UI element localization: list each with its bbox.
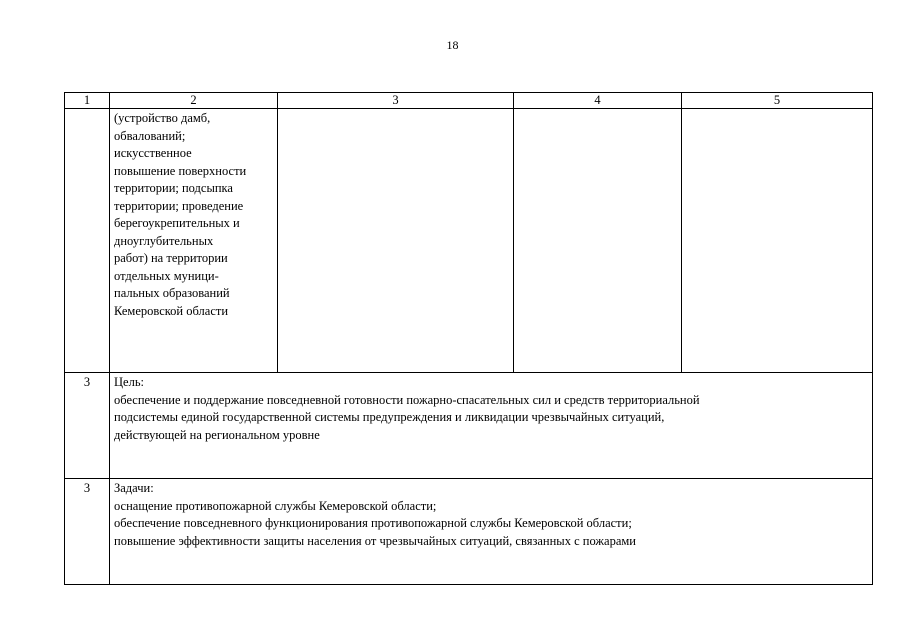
measures-line: отдельных муници-: [114, 268, 219, 283]
measures-line: берегоукрепительных и: [114, 216, 240, 230]
measures-line: (устройство дамб,: [114, 111, 211, 125]
cell-number-empty: [65, 109, 110, 373]
tasks-heading: Задачи:: [114, 481, 154, 495]
goal-line: подсистемы единой государственной системы предупреждения и ликвидации чрезвычайных ситуаций,: [114, 410, 665, 424]
tasks-row-number: 3: [65, 479, 110, 585]
goal-line: обеспечение и поддержание повседневной готовности пожарно-спасательных сил и средств территориальной: [114, 392, 700, 407]
measures-line: обвалований;: [114, 128, 186, 143]
measures-line: территории; подсыпка: [114, 181, 233, 195]
header-row: [65, 93, 873, 109]
tasks-cell: [110, 479, 873, 585]
page-number: 18: [446, 38, 459, 52]
measures-line: работ) на территории: [114, 251, 228, 265]
goal-row-number: 3: [65, 373, 110, 479]
measures-line: искусственное: [114, 146, 192, 160]
cell-empty-col4: [514, 109, 682, 373]
tasks-line: обеспечение повседневного функционирования противопожарной службы Кемеровской области;: [114, 516, 632, 530]
cell-empty-col5: [682, 109, 873, 373]
measures-line: территории; проведение: [114, 198, 244, 213]
measures-description-cell: [110, 109, 278, 373]
column-header-2: 2: [110, 93, 278, 109]
column-header-1: 1: [65, 93, 110, 109]
measures-line: пальных образований: [114, 286, 230, 300]
goal-cell: [110, 373, 873, 479]
column-header-4: 4: [514, 93, 682, 109]
tasks-line: оснащение противопожарной службы Кемеровской области;: [114, 498, 437, 513]
goal-line: действующей на региональном уровне: [114, 427, 320, 442]
column-header-5: 5: [682, 93, 873, 109]
tasks-line: повышение эффективности защиты населения от чрезвычайных ситуаций, связанных с пожарами: [114, 533, 636, 548]
goal-heading: Цель:: [114, 375, 144, 389]
program-table: [64, 92, 873, 585]
measures-line: дноуглубительных: [114, 233, 214, 248]
cell-empty-col3: [278, 109, 514, 373]
table-row-tasks: [65, 479, 873, 585]
table-row-goal: [65, 373, 873, 479]
table-row-measures: [65, 109, 873, 373]
column-header-3: 3: [278, 93, 514, 109]
measures-line: повышение поверхности: [114, 163, 247, 178]
measures-line: Кемеровской области: [114, 303, 229, 318]
